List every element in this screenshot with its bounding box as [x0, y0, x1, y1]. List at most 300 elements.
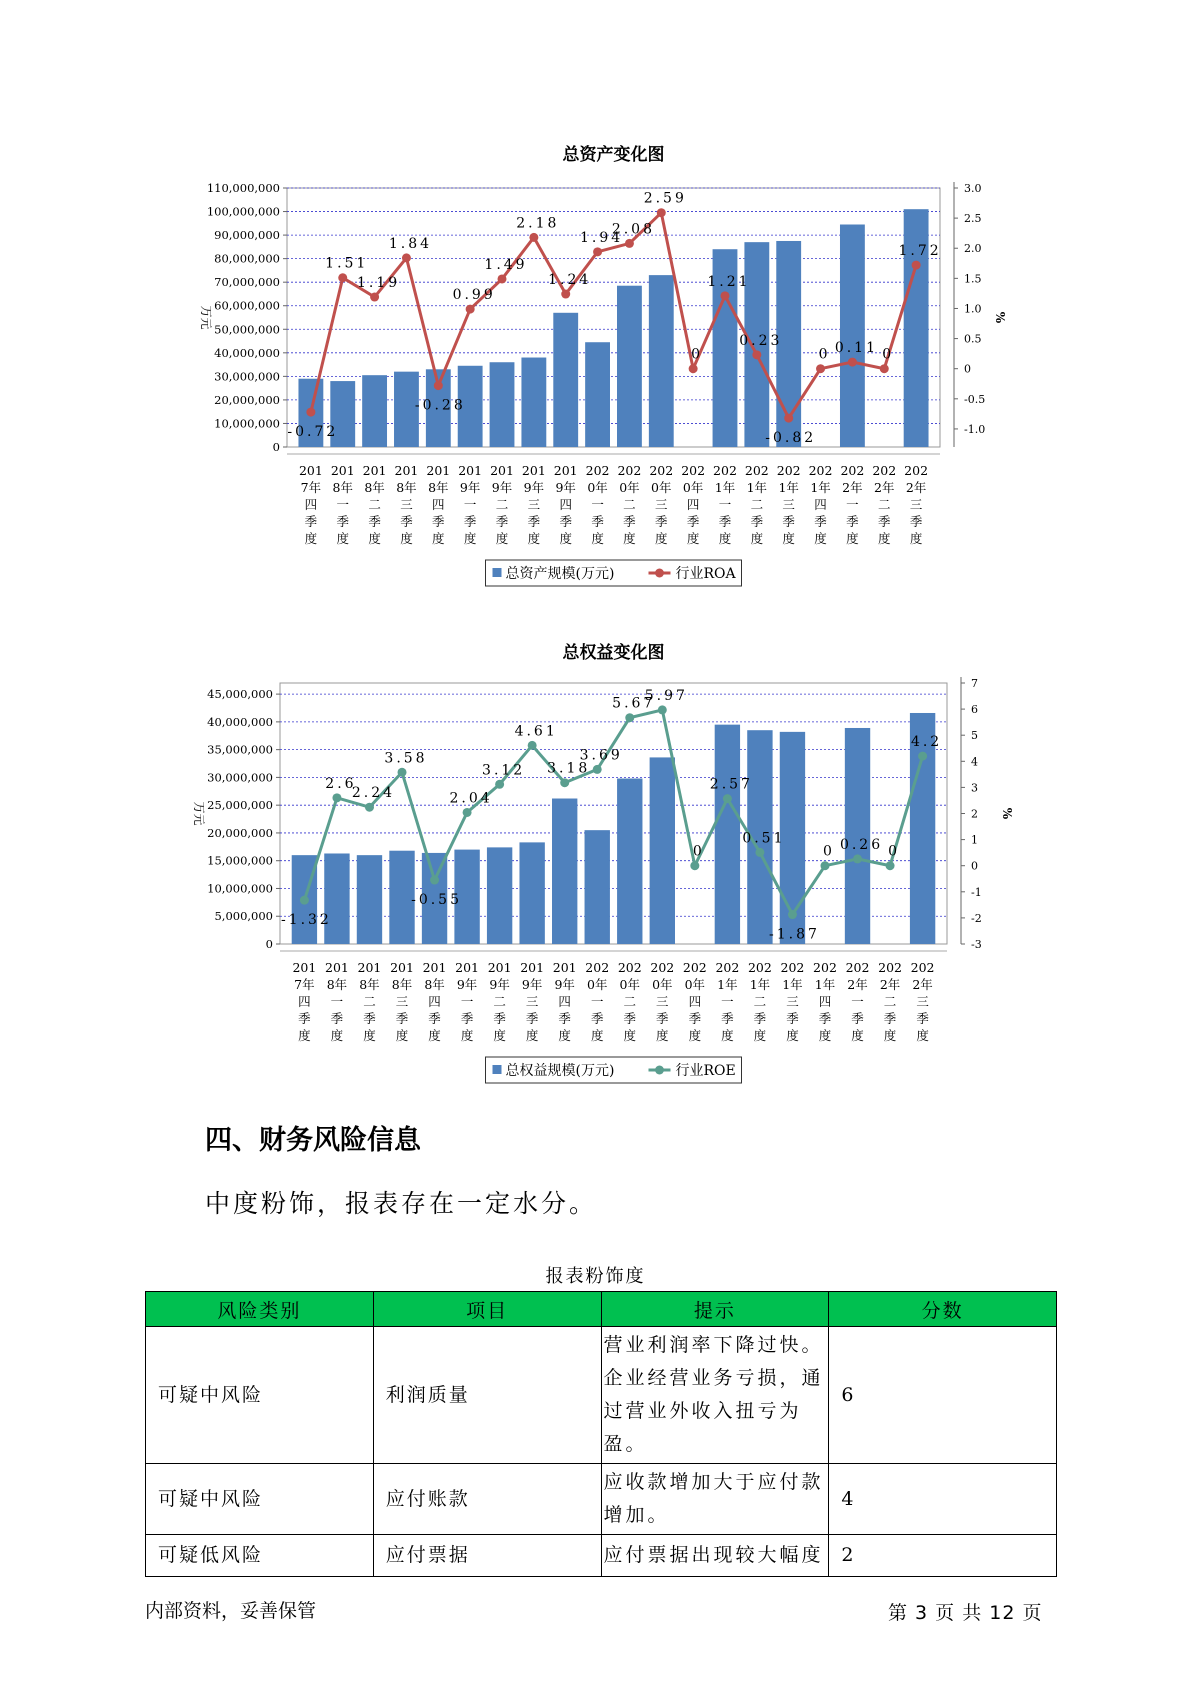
x-tick-label: 季 [558, 1011, 571, 1026]
right-tick-label: 6 [971, 703, 978, 717]
x-tick-label: 度 [688, 1028, 702, 1043]
x-tick-label: 0年 [682, 480, 704, 495]
series-point [853, 854, 862, 863]
table-row [146, 1327, 1057, 1464]
y-tick-label: 0 [272, 440, 280, 454]
x-tick-label: 201 [330, 463, 355, 478]
data-label: 1.51 [325, 255, 369, 272]
data-label: -0.28 [414, 397, 466, 414]
x-tick-label: 一 [460, 994, 474, 1009]
row-category: 可疑中风险 [146, 1464, 374, 1535]
legend-bar-label: 总权益规模(万元) [505, 1063, 615, 1079]
bar [552, 799, 577, 944]
data-label: 3.18 [547, 760, 591, 777]
data-label: 1.19 [357, 275, 401, 292]
x-tick-label: 度 [527, 531, 541, 546]
x-tick-label: 度 [432, 531, 445, 546]
x-tick-label: 度 [623, 531, 636, 546]
x-tick-label: 季 [363, 1011, 376, 1026]
x-tick-label: 季 [851, 1011, 864, 1026]
x-tick-label: 季 [883, 1011, 897, 1026]
total-assets-chart-svg [0, 130, 1191, 600]
y-tick-label: 50,000,000 [214, 322, 280, 337]
x-tick-label: 9年 [521, 977, 543, 992]
x-tick-label: 二 [363, 994, 376, 1009]
x-tick-label: 度 [395, 1028, 409, 1043]
total-equity-chart [0, 630, 1191, 1100]
right-tick-label: 0.5 [964, 332, 982, 346]
data-label: 0.99 [452, 287, 496, 304]
series-point [912, 261, 921, 270]
x-tick-label: 四 [686, 497, 700, 512]
x-tick-label: 201 [357, 960, 382, 975]
x-tick-label: 季 [330, 1011, 344, 1026]
series-point [332, 793, 341, 802]
data-label: 5.97 [644, 687, 688, 704]
x-tick-label: 2年 [879, 977, 901, 992]
data-label: 2.6 [325, 775, 357, 792]
bar [585, 342, 610, 447]
x-tick-label: 8年 [396, 480, 417, 495]
x-tick-label: 度 [368, 531, 381, 546]
x-tick-label: 201 [458, 463, 483, 478]
series-point [816, 364, 825, 373]
y2-axis-label: % [1000, 807, 1014, 820]
x-tick-label: 一 [851, 994, 864, 1009]
x-tick-label: 四 [688, 994, 702, 1009]
series-point [848, 358, 857, 367]
x-tick-label: 季 [428, 1011, 441, 1026]
data-label: -1.32 [280, 912, 332, 929]
x-tick-label: 8年 [428, 480, 449, 495]
x-tick-label: 三 [782, 497, 795, 512]
data-label: 0 [888, 843, 901, 860]
x-tick-label: 二 [495, 497, 509, 512]
x-tick-label: 9年 [489, 977, 510, 992]
x-tick-label: 三 [395, 994, 409, 1009]
x-tick-label: 季 [336, 514, 350, 529]
x-tick-label: 202 [649, 463, 674, 478]
x-tick-label: 8年 [326, 977, 348, 992]
x-tick-label: 201 [390, 960, 414, 975]
x-tick-label: 度 [883, 1028, 897, 1043]
x-tick-label: 0年 [619, 977, 640, 992]
row-hint: 应付票据出现较大幅度 [601, 1535, 829, 1577]
data-label: 0 [692, 843, 705, 860]
x-tick-label: 201 [487, 960, 512, 975]
x-tick-label: 202 [845, 960, 870, 975]
x-tick-label: 度 [656, 1028, 669, 1043]
x-tick-label: 二 [883, 994, 897, 1009]
x-tick-label: 季 [304, 514, 318, 529]
x-tick-label: 201 [362, 463, 387, 478]
x-tick-label: 202 [776, 463, 801, 478]
series-point [561, 290, 570, 299]
x-tick-label: 二 [623, 994, 637, 1009]
x-tick-label: 四 [818, 994, 832, 1009]
row-category: 可疑中风险 [146, 1327, 374, 1464]
data-label: 2.59 [643, 190, 687, 207]
series-point [593, 247, 602, 256]
x-tick-label: 0年 [587, 977, 608, 992]
right-tick-label: 7 [971, 677, 978, 690]
x-tick-label: 度 [818, 1028, 832, 1043]
y-tick-label: 40,000,000 [214, 345, 280, 360]
row-hint: 应收款增加大于应付款增加。 [601, 1464, 829, 1535]
data-label: 5.67 [612, 695, 656, 712]
x-tick-label: 季 [432, 514, 445, 529]
x-tick-label: 季 [463, 514, 477, 529]
x-tick-label: 二 [493, 994, 506, 1009]
data-label: 0.11 [834, 340, 878, 357]
row-category: 可疑低风险 [146, 1535, 374, 1577]
right-tick-label: 2 [971, 807, 978, 821]
series-point [365, 803, 374, 812]
series-point [689, 364, 698, 373]
data-label: 2.57 [709, 776, 753, 793]
legend-line-marker [655, 1066, 664, 1075]
x-tick-label: 季 [493, 1011, 506, 1026]
x-tick-label: 季 [782, 514, 795, 529]
x-tick-label: 度 [814, 531, 827, 546]
data-label: 3.69 [579, 747, 623, 764]
data-label: 0 [882, 346, 895, 363]
data-label: 4.2 [910, 734, 943, 751]
x-tick-label: 季 [590, 1011, 604, 1026]
bar [650, 757, 675, 944]
table-header-row [146, 1292, 1057, 1327]
chart-title: 总资产变化图 [562, 145, 665, 165]
y-tick-label: 40,000,000 [207, 714, 273, 729]
series-point [560, 778, 569, 787]
y-tick-label: 30,000,000 [214, 369, 280, 384]
legend-bar-swatch [493, 568, 502, 577]
legend-bar-swatch [493, 1065, 502, 1074]
x-tick-label: 度 [493, 1028, 506, 1043]
x-tick-label: 0年 [651, 480, 672, 495]
x-tick-label: 度 [463, 531, 477, 546]
x-tick-label: 202 [747, 960, 772, 975]
row-item: 应付票据 [373, 1535, 601, 1577]
bar [585, 830, 610, 944]
right-tick-label: 0 [964, 362, 971, 376]
series-point [593, 765, 602, 774]
x-tick-label: 202 [713, 463, 737, 478]
x-tick-label: 季 [753, 1011, 767, 1026]
x-tick-label: 四 [558, 994, 571, 1009]
series-point [784, 414, 793, 423]
data-label: 0.23 [739, 332, 783, 349]
y-tick-label: 100,000,000 [206, 204, 280, 219]
x-tick-label: 度 [400, 531, 413, 546]
x-tick-label: 202 [744, 463, 769, 478]
right-tick-label: -2 [971, 911, 982, 925]
series-point [657, 208, 666, 217]
x-tick-label: 201 [455, 960, 480, 975]
series-point [463, 808, 472, 817]
right-tick-label: -1.0 [964, 422, 986, 436]
x-tick-label: 201 [490, 463, 514, 478]
x-tick-label: 0年 [684, 977, 706, 992]
series-point [752, 350, 761, 359]
series-point [880, 364, 889, 373]
x-tick-label: 0年 [652, 977, 673, 992]
x-tick-label: 度 [525, 1028, 539, 1043]
y-tick-label: 45,000,000 [207, 687, 273, 702]
risk-table [145, 1291, 1057, 1577]
x-tick-label: 9年 [554, 977, 575, 992]
bar [649, 275, 674, 447]
header-hint: 提示 [601, 1292, 829, 1327]
chart-title: 总权益变化图 [562, 643, 665, 663]
right-tick-label: 1.0 [964, 302, 982, 316]
x-tick-label: 1年 [778, 480, 799, 495]
y-tick-label: 10,000,000 [214, 416, 280, 431]
x-tick-label: 季 [559, 514, 572, 529]
right-tick-label: -3 [971, 938, 982, 951]
x-tick-label: 一 [721, 994, 734, 1009]
x-tick-label: 度 [718, 531, 732, 546]
total-assets-chart [0, 130, 1191, 600]
series-point [434, 381, 443, 390]
bar [521, 358, 546, 447]
x-tick-label: 度 [786, 1028, 799, 1043]
x-tick-label: 四 [814, 497, 827, 512]
x-tick-label: 季 [655, 514, 668, 529]
x-tick-label: 季 [877, 514, 891, 529]
x-tick-label: 二 [623, 497, 636, 512]
y-tick-label: 10,000,000 [207, 881, 273, 896]
x-tick-label: 202 [650, 960, 675, 975]
right-tick-label: 0 [971, 859, 978, 873]
x-tick-label: 7年 [294, 977, 315, 992]
x-tick-label: 度 [590, 1028, 604, 1043]
y-axis-label: 万元 [199, 305, 213, 330]
table-row [146, 1464, 1057, 1535]
x-tick-label: 度 [721, 1028, 734, 1043]
x-tick-label: 8年 [391, 977, 413, 992]
bar [490, 362, 515, 447]
series-point [658, 705, 667, 714]
row-hint: 营业利润率下降过快。企业经营业务亏损，通过营业外收入扭亏为盈。 [601, 1327, 829, 1464]
x-tick-label: 8年 [359, 977, 380, 992]
x-tick-label: 度 [655, 531, 668, 546]
x-tick-label: 季 [623, 514, 636, 529]
x-tick-label: 2年 [912, 977, 933, 992]
x-tick-label: 度 [909, 531, 923, 546]
y-tick-label: 5,000,000 [214, 909, 273, 924]
series-point [402, 253, 411, 262]
data-label: 2.24 [351, 785, 396, 802]
data-label: 0.51 [742, 830, 786, 847]
table-row [146, 1535, 1057, 1577]
x-tick-label: 7年 [300, 480, 322, 495]
x-tick-label: 9年 [491, 480, 513, 495]
data-label: 1.94 [579, 229, 624, 246]
x-tick-label: 三 [400, 497, 413, 512]
x-tick-label: 一 [718, 497, 732, 512]
right-tick-label: 3.0 [964, 182, 982, 195]
x-tick-label: 三 [527, 497, 541, 512]
header-score: 分数 [829, 1292, 1057, 1327]
series-point [498, 274, 507, 283]
x-tick-label: 1年 [810, 480, 831, 495]
x-tick-label: 201 [422, 960, 447, 975]
x-tick-label: 三 [916, 994, 929, 1009]
x-tick-label: 9年 [523, 480, 545, 495]
right-tick-label: -0.5 [964, 392, 986, 406]
series-point [755, 848, 764, 857]
x-tick-label: 9年 [456, 977, 478, 992]
x-tick-label: 1年 [782, 977, 803, 992]
series-point [306, 408, 315, 417]
x-tick-label: 四 [304, 497, 318, 512]
x-tick-label: 202 [682, 960, 707, 975]
bar [357, 855, 382, 944]
x-tick-label: 一 [330, 994, 344, 1009]
risk-summary: 中度粉饰，报表存在一定水分。 [205, 1189, 598, 1218]
x-tick-label: 季 [400, 514, 413, 529]
y-tick-label: 15,000,000 [207, 853, 273, 868]
x-tick-label: 二 [750, 497, 764, 512]
bar [487, 847, 512, 944]
x-tick-label: 度 [916, 1028, 929, 1043]
right-tick-label: 2.0 [964, 242, 982, 256]
bar [840, 224, 865, 447]
x-tick-label: 季 [623, 1011, 637, 1026]
x-tick-label: 2年 [842, 480, 863, 495]
data-label: 3.12 [482, 762, 526, 779]
data-label: 0 [818, 346, 831, 363]
legend-line-marker [655, 569, 664, 578]
data-label: -0.72 [287, 424, 339, 441]
series-point [690, 861, 699, 870]
legend-bar-label: 总资产规模(万元) [505, 566, 615, 582]
x-tick-label: 度 [686, 531, 700, 546]
y-tick-label: 60,000,000 [214, 298, 280, 313]
y-axis-label: 万元 [192, 801, 206, 826]
row-item: 利润质量 [373, 1327, 601, 1464]
row-item: 应付账款 [373, 1464, 601, 1535]
x-tick-label: 季 [527, 514, 541, 529]
y-tick-label: 20,000,000 [214, 392, 280, 407]
x-tick-label: 季 [298, 1011, 311, 1026]
x-tick-label: 202 [840, 463, 865, 478]
x-tick-label: 度 [559, 531, 572, 546]
x-tick-label: 8年 [332, 480, 353, 495]
data-label: 0.26 [839, 836, 884, 853]
x-tick-label: 三 [786, 994, 799, 1009]
x-tick-label: 201 [552, 960, 577, 975]
x-tick-label: 度 [623, 1028, 637, 1043]
data-label: 3.58 [384, 750, 428, 767]
data-label: 1.84 [388, 235, 433, 252]
series-point [528, 741, 537, 750]
x-tick-label: 202 [904, 463, 929, 478]
x-tick-label: 度 [428, 1028, 441, 1043]
x-tick-label: 度 [495, 531, 509, 546]
x-tick-label: 度 [782, 531, 795, 546]
right-tick-label: 1.5 [964, 272, 982, 286]
series-point [720, 291, 729, 300]
x-tick-label: 一 [336, 497, 350, 512]
data-label: 1.21 [707, 273, 751, 290]
series-point [338, 273, 347, 282]
bar [324, 853, 349, 944]
data-label: 0 [691, 346, 704, 363]
bar [715, 725, 740, 944]
x-tick-label: 201 [292, 960, 317, 975]
x-tick-label: 季 [718, 514, 732, 529]
x-tick-label: 季 [750, 514, 764, 529]
header-category: 风险类别 [146, 1292, 374, 1327]
y-tick-label: 110,000,000 [206, 181, 280, 195]
x-tick-label: 度 [750, 531, 764, 546]
x-tick-label: 四 [559, 497, 572, 512]
y-tick-label: 90,000,000 [214, 228, 280, 243]
series-point [886, 861, 895, 870]
x-tick-label: 1年 [717, 977, 738, 992]
data-label: 2.04 [449, 790, 493, 807]
x-tick-label: 季 [591, 514, 604, 529]
series-point [370, 293, 379, 302]
x-tick-label: 一 [590, 994, 604, 1009]
right-tick-label: 4 [971, 755, 978, 769]
x-tick-label: 0年 [619, 480, 640, 495]
y-tick-label: 0 [265, 937, 273, 951]
x-tick-label: 一 [591, 497, 604, 512]
x-tick-label: 四 [432, 497, 445, 512]
data-label: 4.61 [514, 723, 558, 740]
x-tick-label: 季 [395, 1011, 409, 1026]
x-tick-label: 1年 [714, 480, 736, 495]
x-tick-label: 9年 [555, 480, 576, 495]
y-tick-label: 35,000,000 [207, 742, 273, 757]
x-tick-label: 0年 [587, 480, 608, 495]
x-tick-label: 1年 [746, 480, 768, 495]
x-tick-label: 2年 [874, 480, 895, 495]
bar [519, 842, 544, 944]
x-tick-label: 2年 [905, 480, 927, 495]
x-tick-label: 季 [909, 514, 923, 529]
x-tick-label: 季 [368, 514, 381, 529]
x-tick-label: 一 [463, 497, 477, 512]
x-tick-label: 201 [553, 463, 578, 478]
x-tick-label: 度 [591, 531, 604, 546]
x-tick-label: 季 [786, 1011, 799, 1026]
series-point [430, 876, 439, 885]
right-tick-label: 2.5 [964, 212, 982, 226]
data-label: 0 [823, 843, 835, 860]
data-label: -0.82 [765, 430, 817, 447]
row-score: 2 [829, 1535, 1057, 1577]
x-tick-label: 201 [298, 463, 323, 478]
y-tick-label: 80,000,000 [214, 251, 280, 266]
x-tick-label: 8年 [424, 977, 445, 992]
x-tick-label: 8年 [364, 480, 385, 495]
footer-page-number: 第 3 页 共 12 页 [888, 1602, 1043, 1624]
x-tick-label: 度 [851, 1028, 864, 1043]
x-tick-label: 202 [617, 463, 642, 478]
series-point [398, 768, 407, 777]
bar [553, 313, 578, 447]
data-label: 2.08 [611, 221, 656, 238]
x-tick-label: 度 [363, 1028, 376, 1043]
data-label: 1.24 [548, 272, 592, 289]
x-tick-label: 季 [846, 514, 859, 529]
right-tick-label: 5 [971, 729, 978, 743]
header-item: 项目 [373, 1292, 601, 1327]
